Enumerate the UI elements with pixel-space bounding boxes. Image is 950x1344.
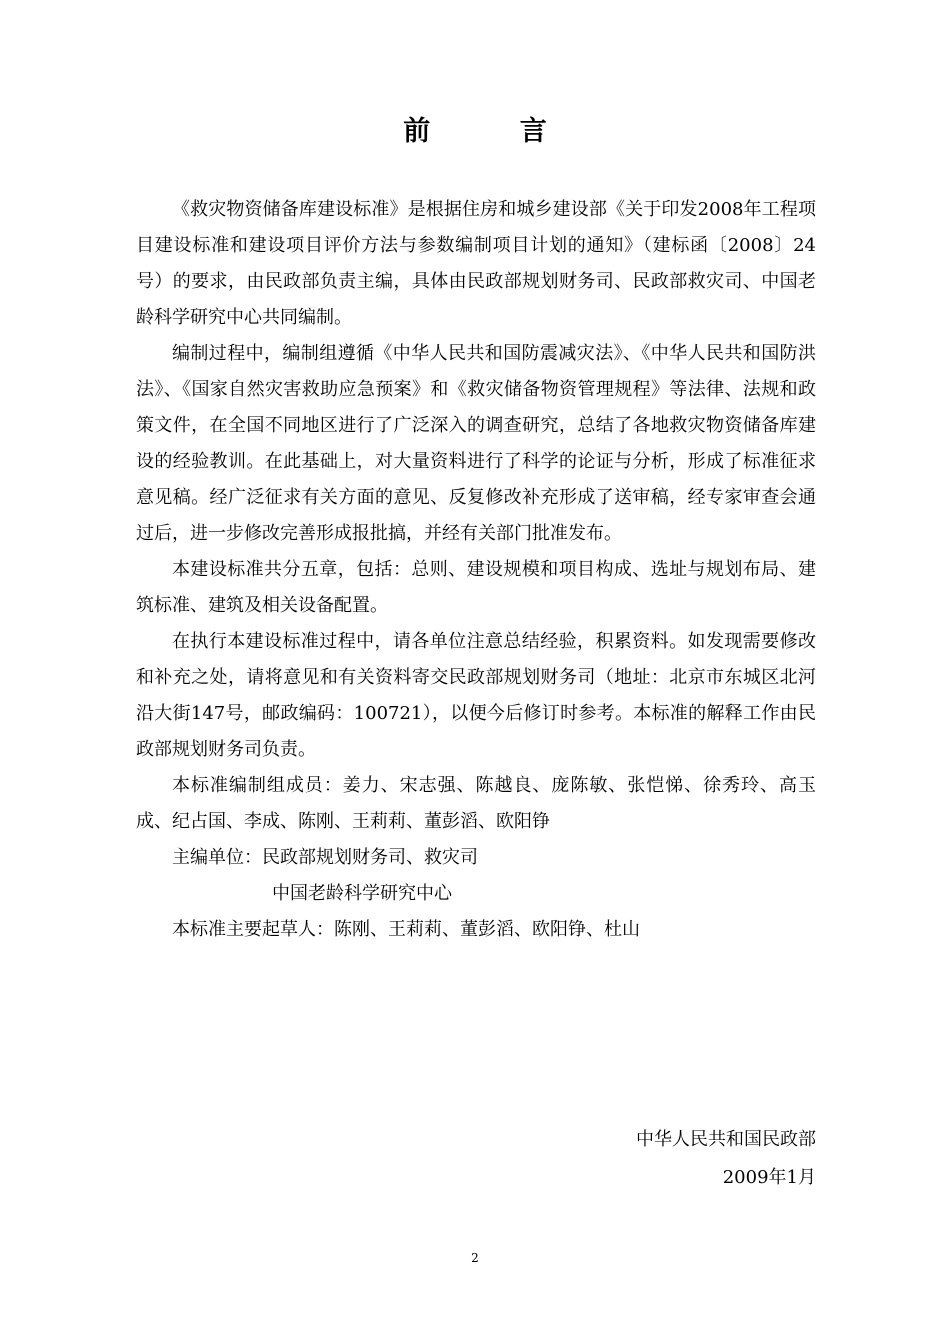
paragraph-drafters: 本标准主要起草人：陈刚、王莉莉、董彭滔、欧阳铮、杜山 (172, 919, 640, 940)
paragraph-members: 本标准编制组成员：姜力、宋志强、陈越良、庞陈敏、张恺悌、徐秀玲、高玉成、纪占国、李成、陈刚、王莉莉、董彭滔、欧阳铮 (136, 775, 816, 832)
page-title: 前 言 (403, 116, 587, 147)
paragraph-chief-editors-continued: 中国老龄科学研究中心 (272, 883, 452, 904)
paragraph-process: 编制过程中，编制组遵循《中华人民共和国防震减灾法》、《中华人民共和国防洪法》、《国家自然灾害救助应急预案》和《救灾储备物资管理规程》等法律、法规和政策文件，在全国不同地区进行了广泛深入的调查研究，总结了各地救灾物资储备库建设的经验教训。在此基础上，对大量资料进行了科学的论证与分析，形成了标准征求意见稿。经广泛征求有关方面的意见、反复修改补充形成了送审稿，经专家审查会通过后，进一步修改完善形成报批搞，并经有关部门批准发布。 (136, 343, 816, 544)
signature-date: 2009年1月 (722, 1167, 816, 1188)
paragraph-basis: 《救灾物资储备库建设标准》是根据住房和城乡建设部《关于印发2008年工程项目建设标准和建设项目评价方法与参数编制项目计划的通知》（建标函〔2008〕24号）的要求，由民政部负责主编，具体由民政部规划财务司、民政部救灾司、中国老龄科学研究中心共同编制。 (136, 199, 816, 328)
signature-organization: 中华人民共和国民政部 (636, 1129, 816, 1150)
paragraph-feedback: 在执行本建设标准过程中，请各单位注意总结经验，积累资料。如发现需要修改和补充之处，请将意见和有关资料寄交民政部规划财务司（地址：北京市东城区北河沿大街147号，邮政编码：100721），以便今后修订时参考。本标准的解释工作由民政部规划财务司负责。 (136, 631, 816, 760)
paragraph-chief-editors: 主编单位：民政部规划财务司、救灾司 (172, 847, 478, 868)
paragraph-chapters: 本建设标准共分五章，包括：总则、建设规模和项目构成、选址与规划布局、建筑标准、建筑及相关设备配置。 (136, 559, 816, 616)
preface-body (136, 192, 816, 948)
page-number: 2 (471, 1251, 479, 1265)
